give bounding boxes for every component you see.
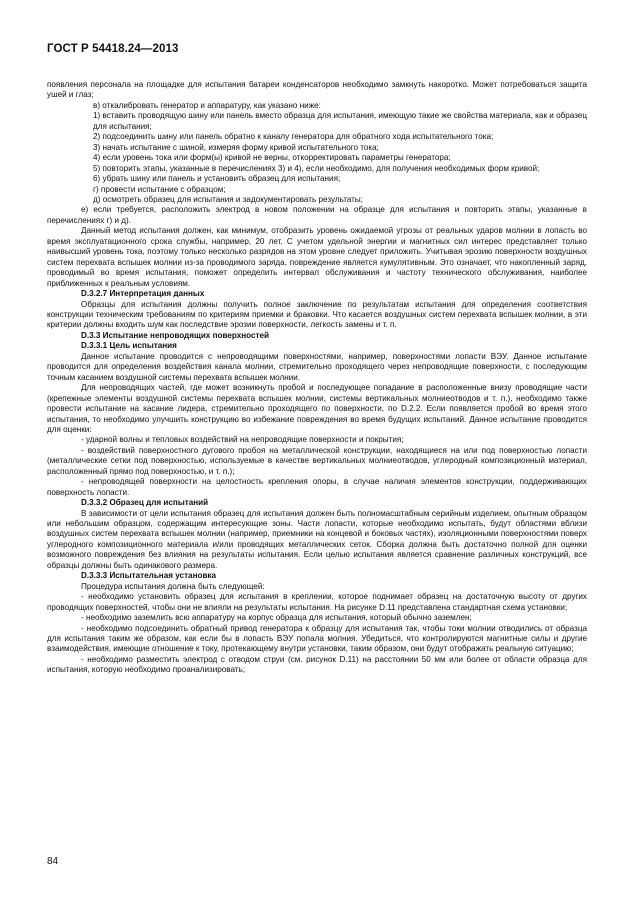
list-item: - необходимо подсоединить обратный привод генератора к образцу для испытания так, чтобы токи молнии отводились от образца для испытания таким же образом, как если бы в лопасть ВЭУ попала молния. Убедиться, что контролируются магнитные силы и другие взаимодействия, имеющие отношение к току, протекающему внутри установки, таким образом, они будут отображать реальную ситуацию; xyxy=(47,623,587,654)
section-heading: D.3.3.3 Испытательная установка xyxy=(81,571,217,581)
list-item: - необходимо разместить электрод с отводом струи (см. рисунок D.11) на расстоянии 50 мм или более от области образца для испытания, которую необходимо проанализировать; xyxy=(47,654,587,675)
list-item: д) осмотреть образец для испытания и задокументировать результаты; xyxy=(93,194,363,204)
paragraph: Процедура испытания должна быть следующей: xyxy=(81,581,265,591)
page-header-title: ГОСТ Р 54418.24—2013 xyxy=(47,43,179,55)
paragraph: появления персонала на площадке для испытания батареи конденсаторов необходимо замкнуть накоротко. Может потребоваться защита ушей и глаз; xyxy=(47,80,587,100)
list-item: - воздействий поверхностного дугового пробоя на металлической конструкции, находящиеся на или под поверхностью лопасти (металлические сетки под поверхностью, используемые в качестве вертикальных молниеотводов, углеродный композиционный материал, расположенный прямо под поверхностью, и т. п.); xyxy=(47,445,587,476)
list-item: - необходимо заземлить всю аппаратуру на корпус образца для испытания, который обычно заземлен; xyxy=(81,613,472,623)
list-item: в) откалибровать генератор и аппаратуру, как указано ниже: xyxy=(93,100,321,110)
list-item: 5) повторить этапы, указанные в перечислениях 3) и 4), если необходимо, для получения необходимых форм кривой; xyxy=(93,163,540,173)
section-heading: D.3.2.7 Интерпретация данных xyxy=(81,289,205,299)
list-item: 1) вставить проводящую шину или панель вместо образца для испытания, имеющую такие же свойства материала, как и образец для испытания; xyxy=(93,111,587,131)
list-item: г) провести испытание с образцом; xyxy=(93,184,226,194)
paragraph: Данное испытание проводится с непроводящими поверхностями, например, поверхностями лопасти ВЭУ. Данное испытание проводится для определения воздействия канала молнии, стремительно проходящего через непроводящие поверхности, с последующим точным касанием воздушной системы перехвата вспышек молнии. xyxy=(47,351,587,382)
list-item: - необходимо установить образец для испытания в креплении, которое поднимает образец на достаточную высоту от других проводящих поверхностей, чтобы они не влияли на результаты испытания. На рисунке D.11 представлена стандартная схема установки; xyxy=(47,592,587,612)
section-heading: D.3.3 Испытание непроводящих поверхностей xyxy=(81,330,270,340)
list-item: 6) убрать шину или панель и установить образец для испытания; xyxy=(93,174,341,184)
page-number: 84 xyxy=(47,856,59,867)
section-heading: D.3.3.2 Образец для испытаний xyxy=(81,498,209,508)
section-heading: D.3.3.1 Цель испытания xyxy=(81,341,177,351)
document-body xyxy=(47,80,587,676)
paragraph: В зависимости от цели испытания образец для испытания должен быть полномасштабным серийным изделием, опытным образцом или небольшим образцом, содержащим интересующие зоны. Части лопасти, которые необходимо испытать, будут областями вблизи воздушных систем перехвата вспышек молнии (например, приемники на концевой и боковых частях), изоляционными поверхностями поверх углеродного композиционного материала и/или проводящих металлических сеток. Сборка должна быть достаточно полной для оценки возможного повреждения без влияния на результаты испытания. Если целью испытания является сравнение различных конструкций, все образцы должны быть одинакового размера. xyxy=(47,508,587,570)
list-item: е) если требуется, расположить электрод в новом положении на образце для испытания и повторить этапы, указанные в перечислениях г) и д). xyxy=(47,205,587,225)
list-item: - непроводящей поверхности на целостность крепления опоры, в случае наличия элементов конструкции, поддерживающих поверхность лопасти. xyxy=(47,477,587,497)
list-item: 2) подсоединить шину или панель обратно к каналу генератора для обратного хода испытательного тока; xyxy=(93,132,494,142)
paragraph: Образцы для испытания должны получить полное заключение по результатам испытания для определения соответствия конструкции техническим требованиям по критериям приемки и браковки. Что касается воздушных систем перехвата вспышек молнии, в эти критерии должны входить шум как последствие эрозии поверхности, легкость замены и т. п. xyxy=(47,299,587,330)
paragraph: Для непроводящих частей, где может возникнуть пробой и последующее попадание в расположенные внизу проводящие части (крепежные элементы воздушной системы перехвата вспышек молнии, системы вертикальных молниеотводов и т. п.), необходимо также провести испытание на касание лидера, стремительно проходящего по поверхности, по D.2.2. Если появляется пробой во время этого испытания, то необходимо улучшить конструкцию во избежание повреждения во время будущих испытаний. Данное испытание проводится для оценки: xyxy=(47,383,587,434)
list-item: - ударной волны и тепловых воздействий на непроводящие поверхности и покрытия; xyxy=(81,435,404,445)
list-item: 4) если уровень тока или форм(ы) кривой не верны, откорректировать параметры генератора; xyxy=(93,153,451,163)
paragraph: Данный метод испытания должен, как минимум, отобразить уровень ожидаемой угрозы от реальных ударов молнии в лопасть во время эксплуатационного срока службы, например, 20 лет. С учетом удельной энергии и магнитных сил интерес представляет только наивысший уровень тока, поэтому только несколько разрядов на этом уровне следует приложить. Учитывая эрозию поверхности воздушных систем перехвата вспышек молнии из-за проводимого заряда, повреждение является кумулятивным. Это означает, что накопленный заряд, проводимый во время испытания, поможет определить интервал обслуживания и частоту технического обслуживания, наиболее приближенных к реальным условиям. xyxy=(47,226,587,288)
list-item: 3) начать испытание с шиной, измеряя форму кривой испытательного тока; xyxy=(93,142,379,152)
